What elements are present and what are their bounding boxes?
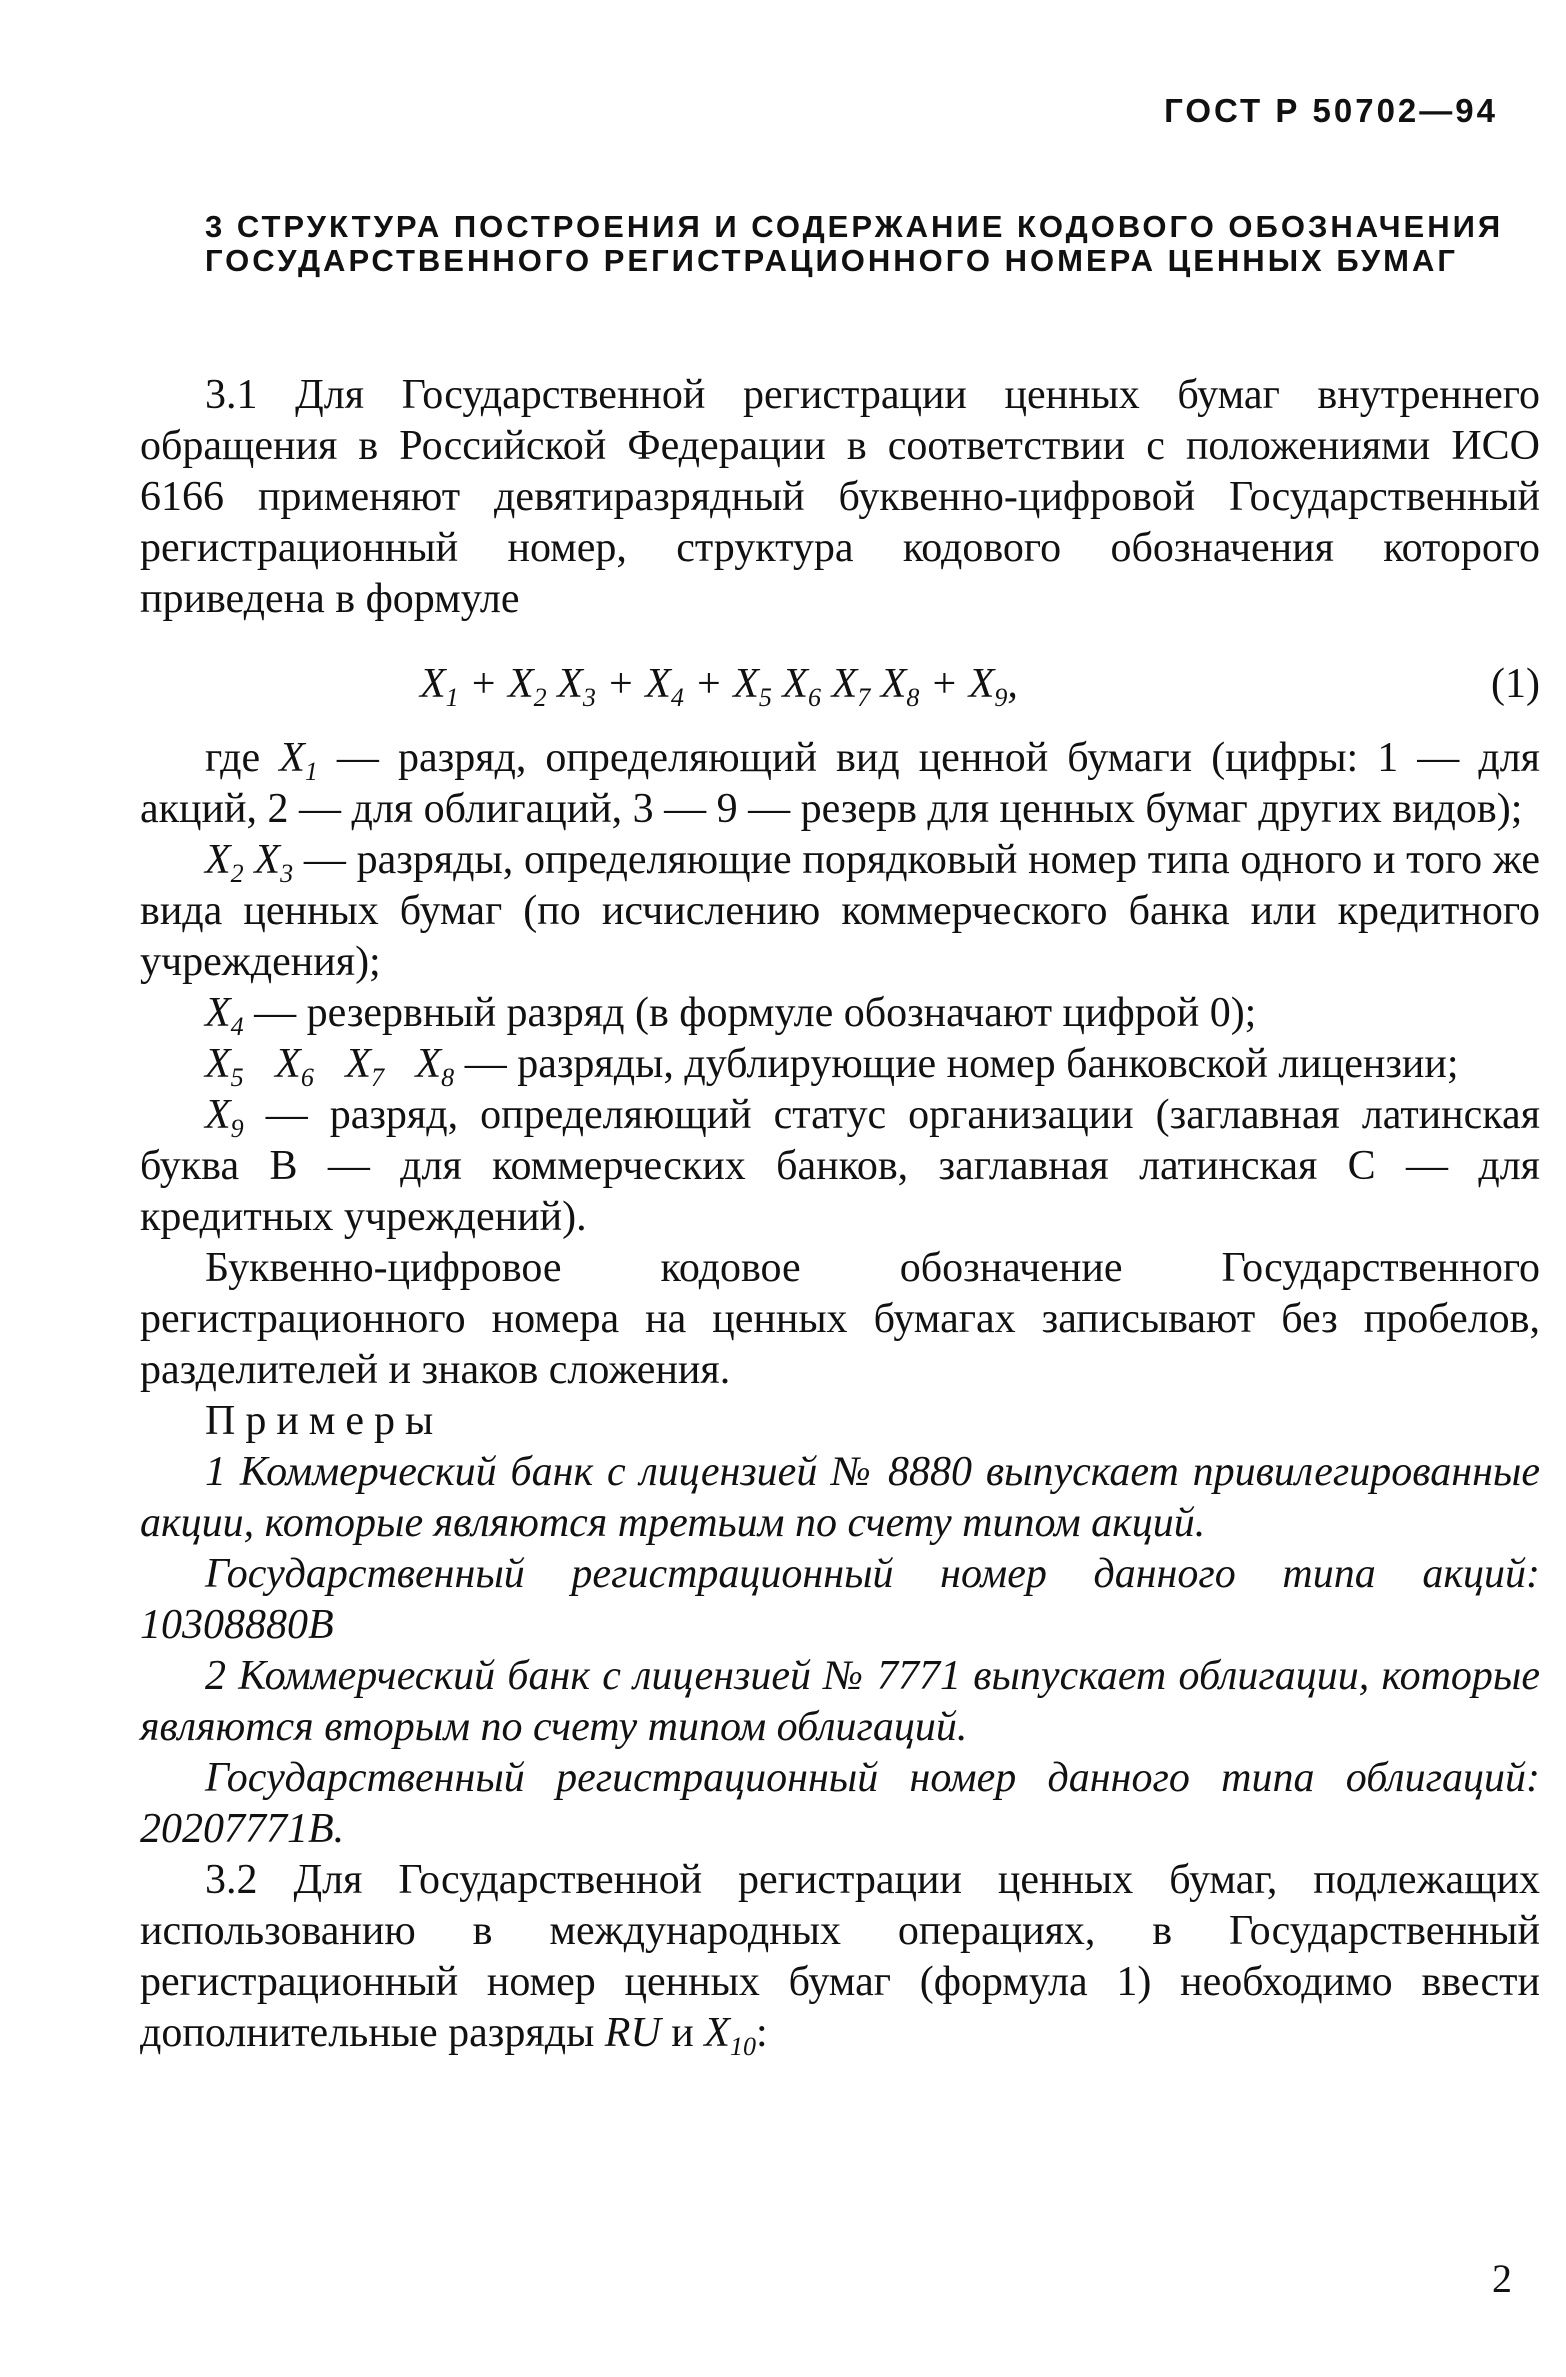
variable-x2-x3: $X_2$ $X_3$ xyxy=(205,837,294,889)
definition-x9: $X_9$ — разряд, определяющий статус организации (заглавная латинская буква B — для коммерческих банков, заглавная латинская C — для кредитных учреждений). xyxy=(140,1092,1541,1240)
formula-number: (1) xyxy=(1491,661,1540,707)
definition-x2-x3: $X_2$ $X_3$ — разряды, определяющие порядковый номер типа одного и того же вида ценных бумаг (по исчислению коммерческого банка или кредитного учреждения); xyxy=(140,837,1541,985)
example-2-result: Государственный регистрационный номер данного типа облигаций: 20207771B. xyxy=(140,1755,1540,1852)
example-1: 1 Коммерческий банк с лицензией № 8880 выпускает привилегированные акции, которые являются третьим по счету типом акций. xyxy=(140,1449,1540,1546)
variable-x4: $X_4$ xyxy=(205,990,244,1042)
paragraph-3-2: 3.2 Для Государственной регистрации ценных бумаг, подлежащих использованию в международных операциях, в Государственный регистрационный номер ценных бумаг (формула 1) необходимо ввести дополнительные разряды RU и $X_{10}$: xyxy=(140,1857,1540,2062)
document-code: ГОСТ Р 50702—94 xyxy=(1164,92,1498,129)
paragraph-3-1: 3.1 Для Государственной регистрации ценных бумаг внутреннего обращения в Российской Федерации в соответствии с положениями ИСО 6166 применяют девятиразрядный буквенно-цифровой Государственный регистрационный номер, структура кодового обозначения которого приведена в формуле xyxy=(140,372,1540,622)
variable-x5-x8: $X_5$ $X_6$ $X_7$ $X_8$ xyxy=(205,1041,455,1093)
variable-ru: RU xyxy=(604,2010,661,2056)
document-body xyxy=(140,370,1541,2062)
paragraph-note: Буквенно-цифровое кодовое обозначение Государственного регистрационного номера на ценных бумагах записывают без пробелов, разделителей и знаков сложения. xyxy=(140,1245,1540,1393)
definition-x4: $X_4$ — резервный разряд (в формуле обозначают цифрой 0); xyxy=(205,990,1257,1042)
example-2: 2 Коммерческий банк с лицензией № 7771 выпускает облигации, которые являются вторым по счету типом облигаций. xyxy=(140,1653,1540,1750)
definition-x5-x8: $X_5$ $X_6$ $X_7$ $X_8$ — разряды, дублирующие номер банковской лицензии; xyxy=(205,1041,1459,1093)
example-1-result: Государственный регистрационный номер данного типа акций: 10308880B xyxy=(140,1551,1540,1648)
variable-x9: $X_9$ xyxy=(205,1092,244,1144)
variable-x1: $X_1$ xyxy=(279,735,318,787)
section-title: 3 СТРУКТУРА ПОСТРОЕНИЯ И СОДЕРЖАНИЕ КОДОВОГО ОБОЗНАЧЕНИЯ ГОСУДАРСТВЕННОГО РЕГИСТРАЦИОННОГО НОМЕРА ЦЕННЫХ БУМАГ xyxy=(205,209,1504,278)
examples-heading: Примеры xyxy=(205,1398,444,1444)
page-number: 2 xyxy=(1492,2256,1512,2301)
formula-expression: $X_1 + X_2$ $X_3 + X_4 + X_5$ $X_6$ $X_7$ $X_8 + X_9$, xyxy=(420,661,1018,713)
definition-x1: где $X_1$ — разряд, определяющий вид ценной бумаги (цифры: 1 — для акций, 2 — для облигаций, 3 — 9 — резерв для ценных бумаг других видов); xyxy=(140,735,1540,832)
formula-1 xyxy=(140,659,1540,713)
variable-x10: $X_{10}$ xyxy=(704,2010,756,2062)
